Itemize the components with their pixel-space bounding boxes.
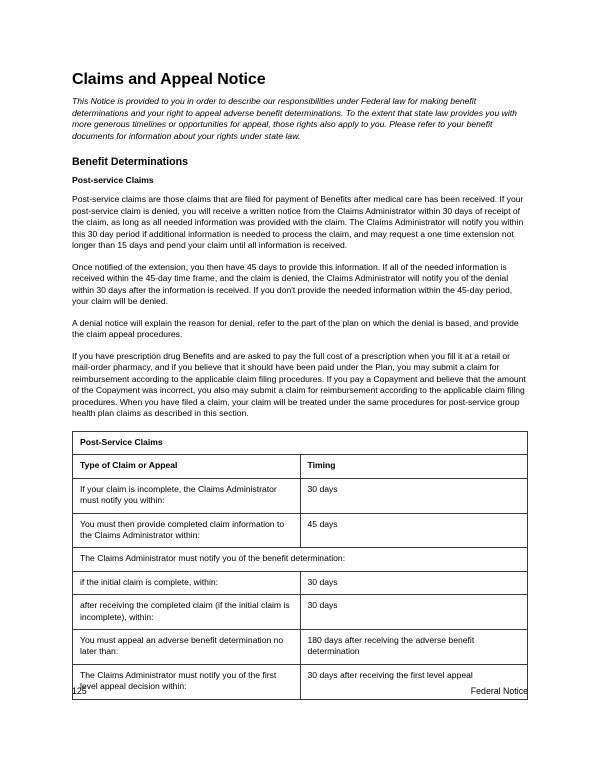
footer-section-label: Federal Notice xyxy=(470,686,528,696)
cell-claim-type: The Claims Administrator must notify you of the benefit determination: xyxy=(73,548,528,571)
intro-paragraph: This Notice is provided to you in order to describe our responsibilities under Federal law for making benefit determinations and your right to appeal adverse benefit determinations. To the extent that state law provides you with more generous timelines or opportunities for appeal, those rights also apply to you. Please refer to your benefit documents for information about your rights under state law. xyxy=(72,96,517,141)
cell-timing: 180 days after receiving the adverse benefit determination xyxy=(300,629,528,664)
table-row xyxy=(73,595,528,630)
column-header-timing: Timing xyxy=(300,455,528,478)
cell-claim-type: You must appeal an adverse benefit determination no later than: xyxy=(73,629,301,664)
cell-timing: 30 days xyxy=(300,571,528,594)
cell-claim-type: The Claims Administrator must notify you of the first level appeal decision within: xyxy=(73,664,301,699)
table-row xyxy=(73,629,528,664)
table-body xyxy=(73,431,528,699)
column-header-type: Type of Claim or Appeal xyxy=(73,455,301,478)
post-service-claims-table xyxy=(72,431,528,700)
cell-timing: 30 days xyxy=(300,478,528,513)
cell-claim-type: If your claim is incomplete, the Claims Administrator must notify you within: xyxy=(73,478,301,513)
cell-timing: 45 days xyxy=(300,513,528,548)
cell-timing: 30 days xyxy=(300,595,528,630)
table-row xyxy=(73,548,528,571)
table-caption-cell: Post-Service Claims xyxy=(73,431,528,454)
section-heading-benefit-determinations: Benefit Determinations xyxy=(72,156,188,169)
page-footer xyxy=(72,686,528,697)
subsection-heading-post-service-claims: Post-service Claims xyxy=(72,175,154,186)
cell-claim-type: You must then provide completed claim information to the Claims Administrator within: xyxy=(73,513,301,548)
cell-timing: 30 days after receiving the first level appeal xyxy=(300,664,528,699)
table-row xyxy=(73,513,528,548)
page-title: Claims and Appeal Notice xyxy=(72,71,266,88)
body-paragraph: Post-service claims are those claims that are filed for payment of Benefits after medical care has been received. If your post-service claim is denied, you will receive a written notice from the Claims Administrator within 30 days of receipt of the claim, as long as all needed information was provided with the claim. The Claims Administrator will notify you within this 30 day period if additional information is needed to process the claim, and may request a one time extension not longer than 15 days and pend your claim until all information is received. xyxy=(72,194,524,251)
table-caption-row xyxy=(73,431,528,454)
cell-claim-type: if the initial claim is complete, within: xyxy=(73,571,301,594)
body-paragraph: A denial notice will explain the reason for denial, refer to the part of the plan on which the denial is based, and provide the claim appeal procedures. xyxy=(72,317,519,340)
footer-page-number: 125 xyxy=(72,686,87,696)
table-header-row xyxy=(73,455,528,478)
body-paragraph: Once notified of the extension, you then have 45 days to provide this information. If all of the needed information is received within the 45-day time frame, and the claim is denied, the Claims Administrator will notify you of the denial within 30 days after the information is received. If you don't provide the needed information within the 45-day period, your claim will be denied. xyxy=(72,261,513,307)
table-row xyxy=(73,478,528,513)
body-paragraph: If you have prescription drug Benefits and are asked to pay the full cost of a prescription when you fill it at a retail or mail-order pharmacy, and if you believe that it should have been paid under the Plan, you may submit a claim for reimbursement according to the applicable claim filing procedures. If you pay a Copayment and believe that the amount of the Copayment was incorrect, you also may submit a claim for reimbursement according to the applicable claim filing procedures. When you have filed a claim, your claim will be treated under the same procedures for post-service group health plan claims as described in this section. xyxy=(72,350,526,419)
table-row xyxy=(73,571,528,594)
cell-claim-type: after receiving the completed claim (if the initial claim is incomplete), within: xyxy=(73,595,301,630)
